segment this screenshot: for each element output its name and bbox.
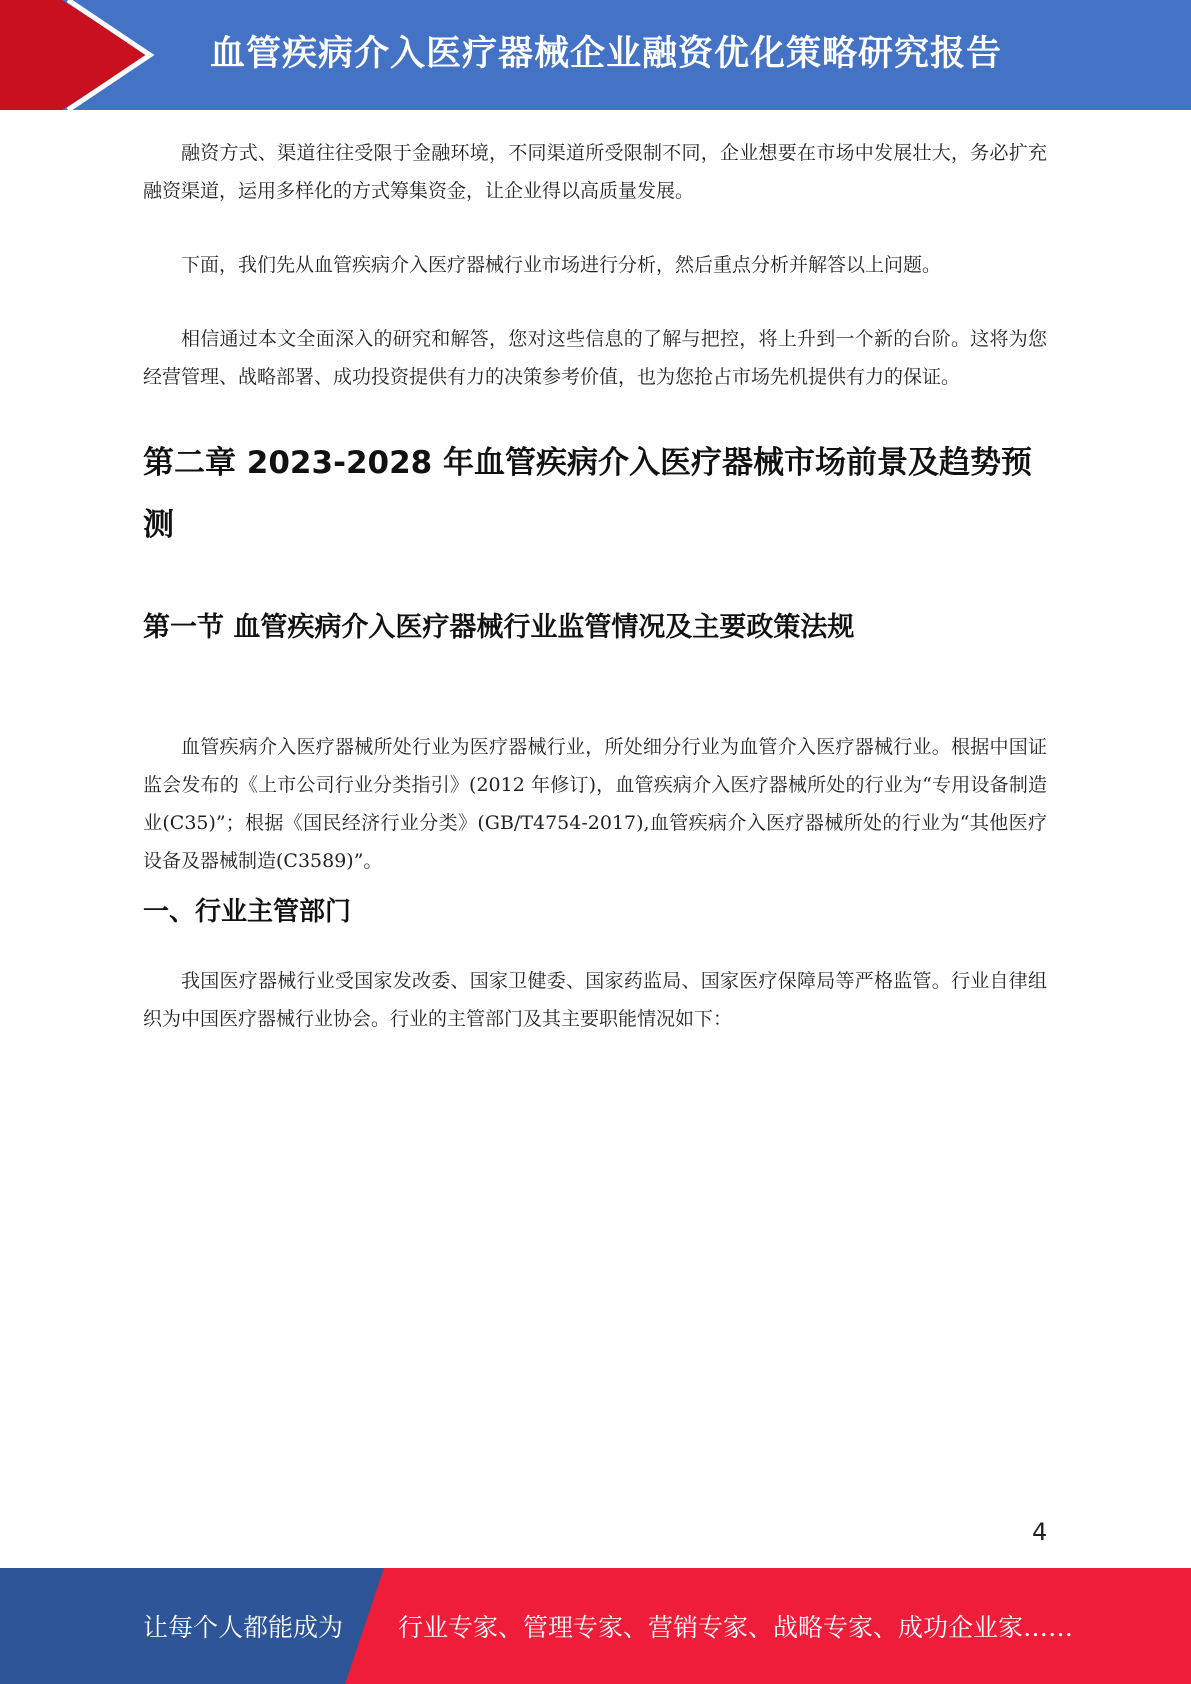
subsection-paragraph: 我国医疗器械行业受国家发改委、国家卫健委、国家药监局、国家医疗保障局等严格监管。行业自律组织为中国医疗器械行业协会。行业的主管部门及其主要职能情况如下： xyxy=(143,970,1047,1030)
section-paragraph: 血管疾病介入医疗器械所处行业为医疗器械行业，所处细分行业为血管介入医疗器械行业。根据中国证监会发布的《上市公司行业分类指引》(2012 年修订)，血管疾病介入医疗器械所处的行业为“专用设备制造业(C35)”；根据《国民经济行业分类》(GB/T4754-2017),血管疾病介入医疗器械所处的行业为“其他医疗设备及器械制造(C3589)”。 xyxy=(143,736,1047,872)
page-footer xyxy=(0,1568,1191,1684)
intro-paragraph-3: 相信通过本文全面深入的研究和解答，您对这些信息的了解与把控，将上升到一个新的台阶。这将为您经营管理、战略部署、成功投资提供有力的决策参考价值，也为您抢占市场先机提供有力的保证。 xyxy=(143,328,1047,388)
report-title: 血管疾病介入医疗器械企业融资优化策略研究报告 xyxy=(210,34,1003,74)
intro-paragraph-1: 融资方式、渠道往往受限于金融环境，不同渠道所受限制不同，企业想要在市场中发展壮大，务必扩充融资渠道，运用多样化的方式筹集资金，让企业得以高质量发展。 xyxy=(143,142,1047,202)
footer-slogan-left: 让每个人都能成为 xyxy=(143,1613,344,1642)
page-header xyxy=(0,0,1191,110)
page-number: 4 xyxy=(1032,1518,1048,1546)
section-title: 第一节 血管疾病介入医疗器械行业监管情况及主要政策法规 xyxy=(143,612,855,643)
page-content xyxy=(143,134,1047,1038)
subsection-title: 一、行业主管部门 xyxy=(143,897,352,927)
chapter-title: 第二章 2023-2028 年血管疾病介入医疗器械市场前景及趋势预测 xyxy=(143,445,1033,543)
intro-paragraph-2: 下面，我们先从血管疾病介入医疗器械行业市场进行分析，然后重点分析并解答以上问题。 xyxy=(181,254,942,276)
footer-slogan-right: 行业专家、管理专家、营销专家、战略专家、成功企业家…… xyxy=(398,1613,1074,1642)
